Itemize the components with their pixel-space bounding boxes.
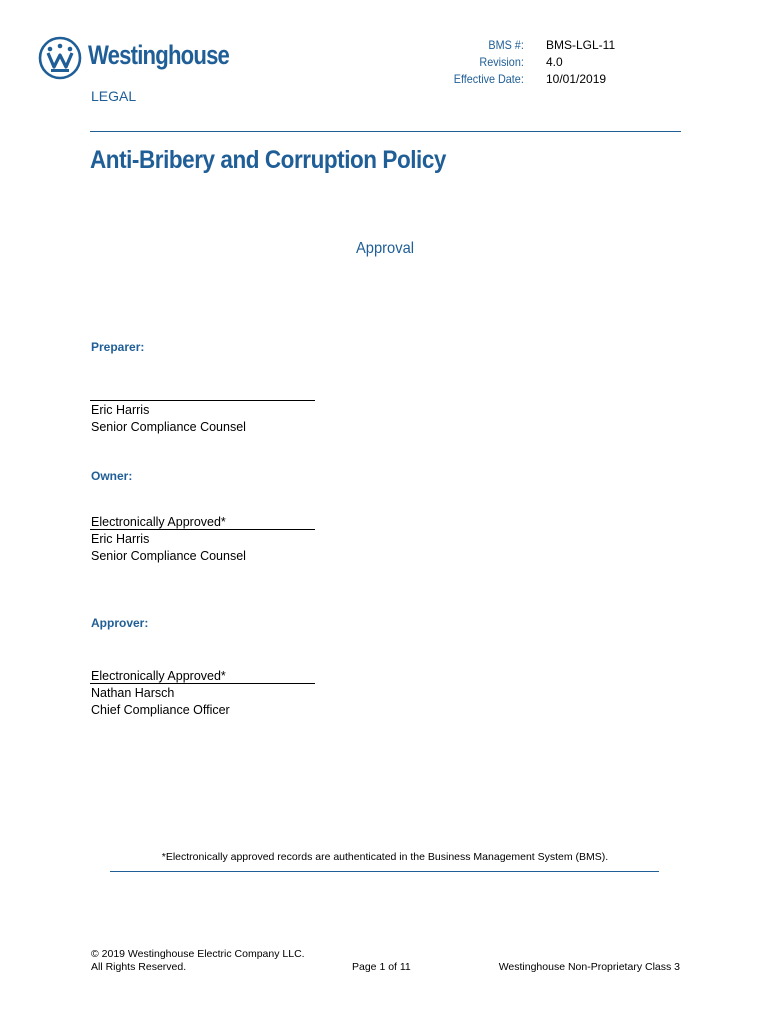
approver-role: Chief Compliance Officer: [91, 703, 230, 717]
preparer-name: Eric Harris: [91, 403, 150, 417]
approver-heading: Approver:: [91, 616, 149, 630]
preparer-block: [91, 402, 246, 436]
footer-copyright: [91, 948, 305, 974]
approver-block: [91, 668, 230, 719]
westinghouse-logo: [38, 36, 228, 86]
owner-name: Eric Harris: [91, 532, 150, 546]
preparer-signature-line: [90, 400, 315, 401]
owner-role: Senior Compliance Counsel: [91, 549, 246, 563]
meta-label-bms: BMS #:: [488, 38, 524, 52]
approver-signature-line: [90, 683, 315, 684]
approver-name: Nathan Harsch: [91, 686, 175, 700]
owner-signature-line: [90, 529, 315, 530]
preparer-heading: Preparer:: [91, 340, 145, 354]
footer-classification: Westinghouse Non-Proprietary Class 3: [498, 961, 680, 973]
westinghouse-logo-icon: [38, 36, 82, 80]
logo-wordmark: Westinghouse: [88, 40, 230, 70]
meta-value-effective-date: 10/01/2019: [546, 72, 607, 86]
owner-block: [91, 514, 246, 565]
footnote-divider: [110, 871, 659, 872]
footer-copyright-line2: All Rights Reserved.: [91, 961, 187, 973]
approval-heading: Approval: [355, 240, 415, 257]
meta-value-revision: 4.0: [546, 55, 563, 69]
preparer-role: Senior Compliance Counsel: [91, 420, 246, 434]
meta-labels: [454, 37, 524, 88]
document-title: Anti-Bribery and Corruption Policy: [90, 146, 446, 174]
approver-signature: Electronically Approved*: [91, 669, 226, 683]
meta-values: [546, 37, 615, 88]
meta-label-revision: Revision:: [479, 55, 524, 69]
owner-signature: Electronically Approved*: [91, 515, 226, 529]
department-label: LEGAL: [91, 88, 137, 104]
footer-copyright-line1: © 2019 Westinghouse Electric Company LLC.: [91, 948, 305, 960]
footer-page-number: Page 1 of 11: [352, 961, 411, 973]
owner-heading: Owner:: [91, 469, 133, 483]
header-divider: [90, 131, 681, 132]
meta-value-bms: BMS-LGL-11: [546, 38, 616, 52]
meta-label-effective-date: Effective Date:: [453, 72, 524, 86]
electronic-approval-footnote: *Electronically approved records are authenticated in the Business Management System (BMS).: [161, 851, 609, 863]
